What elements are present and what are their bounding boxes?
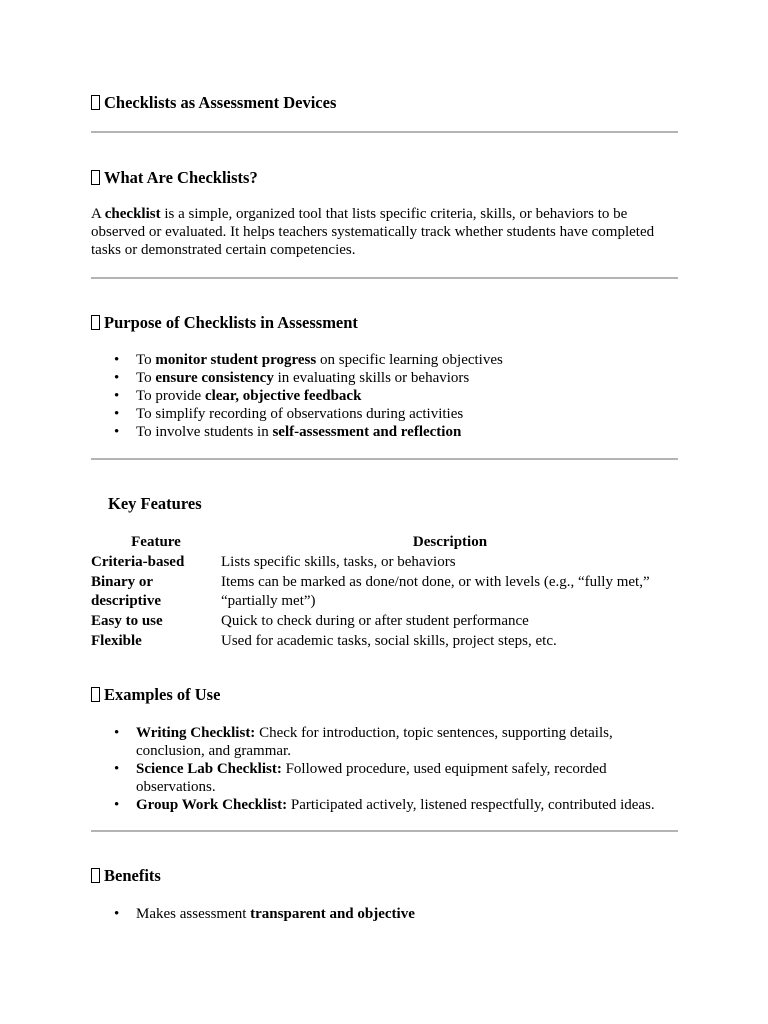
missing-glyph-icon xyxy=(91,315,100,330)
description-cell: Lists specific skills, tasks, or behaviors xyxy=(221,554,456,570)
what-heading: What Are Checklists? xyxy=(91,168,258,188)
missing-glyph-icon xyxy=(91,170,100,185)
list-item: • Group Work Checklist: Participated actively, listened respectfully, contributed ideas. xyxy=(136,796,681,814)
benefits-heading: Benefits xyxy=(91,866,161,886)
description-cell: Used for academic tasks, social skills, project steps, etc. xyxy=(221,633,557,649)
section-divider xyxy=(91,458,678,460)
list-item: • To ensure consistency in evaluating skills or behaviors xyxy=(136,369,681,387)
missing-glyph-icon xyxy=(91,687,100,702)
list-item: • Writing Checklist: Check for introduction, topic sentences, supporting details, conclusion, and grammar. xyxy=(136,724,681,760)
purpose-list xyxy=(91,351,681,441)
column-header-feature: Feature xyxy=(131,534,181,550)
purpose-heading: Purpose of Checklists in Assessment xyxy=(91,313,358,333)
column-header-description: Description xyxy=(412,534,488,550)
missing-glyph-icon xyxy=(91,95,100,110)
feature-cell: Flexible xyxy=(91,633,142,649)
feature-cell: Binary or descriptive xyxy=(91,574,161,609)
table-row xyxy=(91,612,679,632)
feature-cell: Criteria-based xyxy=(91,554,185,570)
list-item: • To simplify recording of observations during activities xyxy=(136,405,681,423)
description-cell: Items can be marked as done/not done, or with levels (e.g., “fully met,” “partially met”) xyxy=(221,574,650,609)
key-features-heading: Key Features xyxy=(108,494,202,513)
table-row xyxy=(91,553,679,573)
list-item: • To monitor student progress on specific learning objectives xyxy=(136,351,681,369)
document-title: Checklists as Assessment Devices xyxy=(91,93,336,113)
missing-glyph-icon xyxy=(91,868,100,883)
what-paragraph: A checklist is a simple, organized tool that lists specific criteria, skills, or behaviors to be observed or evaluated. It helps teachers systematically track whether students have completed tasks or demonstrated certain competencies. xyxy=(91,206,655,258)
examples-heading: Examples of Use xyxy=(91,685,220,705)
list-item: • To provide clear, objective feedback xyxy=(136,387,681,405)
list-item: • Makes assessment transparent and objective xyxy=(136,905,681,923)
list-item: • Science Lab Checklist: Followed procedure, used equipment safely, recorded observations. xyxy=(136,760,681,796)
section-divider xyxy=(91,277,678,279)
feature-cell: Easy to use xyxy=(91,613,163,629)
description-cell: Quick to check during or after student performance xyxy=(221,613,529,629)
table-header-row xyxy=(91,533,679,553)
section-divider xyxy=(91,830,678,832)
list-item: • To involve students in self-assessment and reflection xyxy=(136,423,681,441)
table-row xyxy=(91,573,679,612)
benefits-list xyxy=(91,905,681,923)
table-row xyxy=(91,632,679,652)
section-divider xyxy=(91,131,678,133)
key-features-table xyxy=(91,533,679,652)
examples-list xyxy=(91,724,681,814)
